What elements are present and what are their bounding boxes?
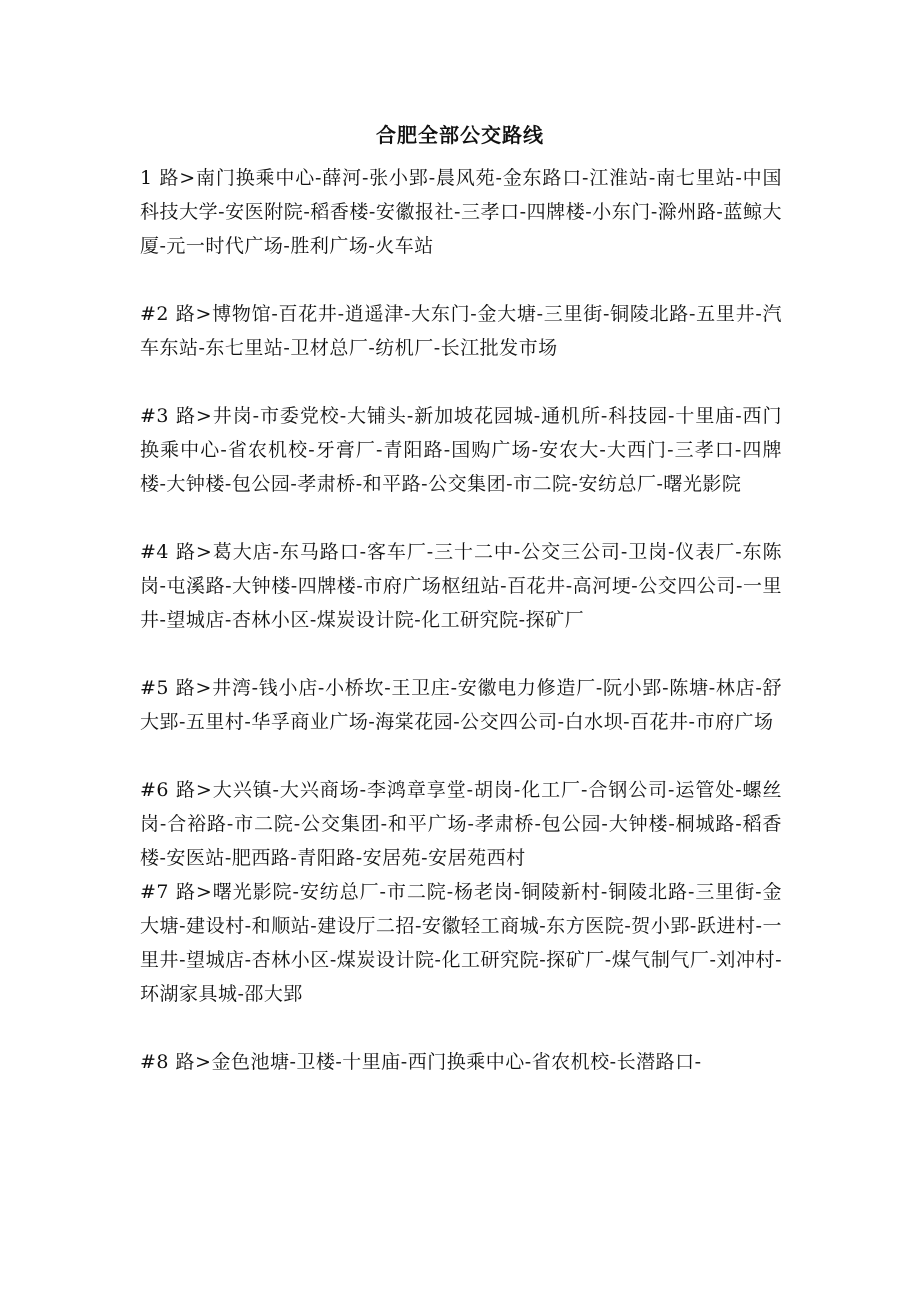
route-paragraph: #6 路>大兴镇-大兴商场-李鸿章享堂-胡岗-化工厂-合钢公司-运管处-螺丝岗-合裕路-市二院-公交集团-和平广场-孝肃桥-包公园-大钟楼-桐城路-稻香楼-安医站-肥西路-青阳路-安居苑-安居苑西村 [140, 779, 782, 869]
route-list [140, 161, 782, 1079]
route-paragraph: #7 路>曙光影院-安纺总厂-市二院-杨老岗-铜陵新村-铜陵北路-三里街-金大塘-建设村-和顺站-建设厅二招-安徽轻工商城-东方医院-贺小郢-跃进村-一里井-望城店-杏林小区-煤炭设计院-化工研究院-探矿厂-煤气制气厂-刘冲村-环湖家具城-邵大郢 [140, 881, 782, 1005]
route-paragraph: 1 路>南门换乘中心-薛河-张小郢-晨风苑-金东路口-江淮站-南七里站-中国科技大学-安医附院-稻香楼-安徽报社-三孝口-四牌楼-小东门-滁州路-蓝鲸大厦-元一时代广场-胜利广场-火车站 [140, 167, 782, 257]
route-paragraph: #3 路>井岗-市委党校-大铺头-新加坡花园城-通机所-科技园-十里庙-西门换乘中心-省农机校-牙膏厂-青阳路-国购广场-安农大-大西门-三孝口-四牌楼-大钟楼-包公园-孝肃桥-和平路-公交集团-市二院-安纺总厂-曙光影院 [140, 405, 782, 495]
route-paragraph: #8 路>金色池塘-卫楼-十里庙-西门换乘中心-省农机校-长潜路口- [140, 1051, 702, 1073]
route-paragraph: #4 路>葛大店-东马路口-客车厂-三十二中-公交三公司-卫岗-仪表厂-东陈岗-屯溪路-大钟楼-四牌楼-市府广场枢纽站-百花井-高河埂-公交四公司-一里井-望城店-杏林小区-煤炭设计院-化工研究院-探矿厂 [140, 541, 782, 631]
document-title: 合肥全部公交路线 [376, 123, 544, 147]
route-paragraph: #5 路>井湾-钱小店-小桥坎-王卫庄-安徽电力修造厂-阮小郢-陈塘-林店-舒大郢-五里村-华孚商业广场-海棠花园-公交四公司-白水坝-百花井-市府广场 [140, 677, 782, 733]
route-paragraph: #2 路>博物馆-百花井-逍遥津-大东门-金大塘-三里街-铜陵北路-五里井-汽车东站-东七里站-卫材总厂-纺机厂-长江批发市场 [140, 303, 782, 359]
